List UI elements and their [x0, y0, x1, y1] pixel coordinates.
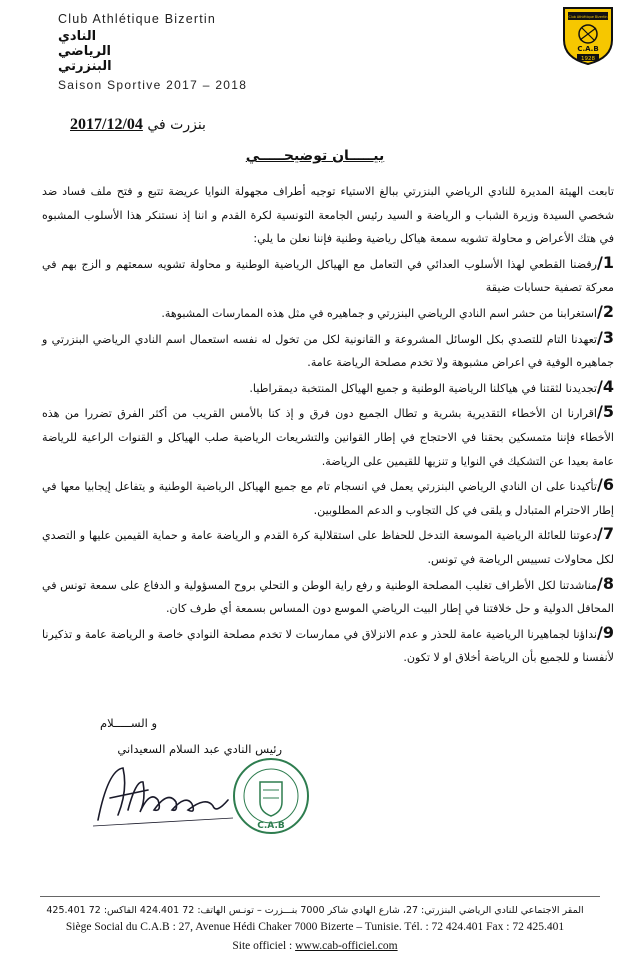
point-text: مناشدتنا لكل الأطراف تغليب المصلحة الوطنية و رفع راية الوطن و التحلي بروح المسؤولية و الدفاع على سمعة تونس في المحافل الدولية و حل خلافتنا في إطار البيت الرياضي الموسع دون المساس بسمعة أي طرف كان.: [42, 578, 614, 616]
date-value: 2017/12/04: [70, 116, 143, 133]
statement-title: بيـــــان توضيحـــــي: [245, 148, 385, 164]
logo-year: 1928: [581, 56, 595, 62]
point-text: نداؤنا لجماهيرنا الرياضية عامة للحذر و عدم الانزلاق في ممارسات لا تخدم مصلحة النوادي خاصة و الرياضة عامة و تذكيرنا لأنفسنا و للجميع بأن الرياضة أخلاق او لا تكون.: [42, 627, 614, 665]
point-4: [42, 375, 614, 401]
point-5: [42, 400, 614, 473]
point-number: 5/: [597, 402, 614, 422]
point-text: تأكيدنا على ان النادي الرياضي البنزرتي يعمل في انسجام تام مع جميع الهياكل الرياضية الوطنية و يتفاعل إيجابيا معها في إطار الاحترام المتبادل و يلقى في كل التجاوب و الدعم المطلوبين.: [42, 480, 614, 517]
official-stamp: [230, 756, 312, 836]
point-number: 3/: [597, 327, 614, 347]
point-number: 6/: [597, 475, 614, 495]
footer-address-fr: Siège Social du C.A.B : 27, Avenue Hédi Chaker 7000 Bizerte – Tunisie. Tél. : 72 424.401 Fax : 72 425.401: [65, 921, 565, 933]
point-text: تعهدنا التام للتصدي بكل الوسائل المشروعة و القانونية لكل من تخول له نفسه استعمال اسم النادي الرياضي البنزرتي و جماهيره الوفية في اعراض مشبوهة ولا تخدم مصلحة الرياضة عامة.: [42, 332, 614, 370]
point-number: 1/: [597, 252, 614, 272]
signer-name: رئيس النادي عبد السلام السعيداني: [117, 742, 282, 756]
point-3: [42, 326, 614, 375]
logo-text-top: Club Athlétique Bizertin: [568, 15, 608, 19]
point-text: دعوتنا للعائلة الرياضية الموسعة التدخل للحفاظ على استقلالية كرة القدم و الرياضة عامة و حماية القيمين عليها و التصدي لكل محاولات تسييس الرياضة في تونس.: [42, 529, 614, 566]
intro-paragraph: تابعت الهيئة المديرة للنادي الرياضي البنزرتي ببالغ الاستياء توجيه أطراف مجهولة النوايا عريضة تتبع و فتح ملف فساد ضد شخصي السيدة وزيرة الشباب و الرياضة و السيد رئيس الجامعة التونسية لكرة القدم و اننا إذ نستنكر هذا الأسلوب المشبوه في هتك الأعراض و محاولة تشويه سمعة هياكل رياضية وطنية فإننا نعلن ما يلي:: [42, 185, 614, 246]
point-text: اقرارنا ان الأخطاء التقديرية بشرية و تطال الجميع دون فرق و إذ كنا بالأمس القريب من أكثر الفرق تضررا من هذه الأخطاء فإننا متمسكين بحقنا في الاحتجاج في إطار القوانين والتشريعات الرياضية صلب الهياكل و القنوات الراعية للرياضة عامة بعيدا عن التشكيك في النوايا و تنزيها للقيمين على الرياضة.: [42, 407, 614, 468]
site-link[interactable]: www.cab-officiel.com: [295, 940, 398, 952]
point-8: [42, 572, 614, 621]
club-name-fr: Club Athlétique Bizertin: [58, 12, 217, 26]
handwritten-signature: [88, 760, 238, 830]
footer-divider: [40, 896, 600, 897]
point-2: [42, 300, 614, 326]
club-logo: [562, 6, 614, 66]
closing-salutation: و الســـــلام: [100, 716, 157, 730]
point-text: استغرابنا من حشر اسم النادي الرياضي البنزرتي و جماهيره في مثل هذه الممارسات المشبوهة.: [161, 306, 598, 320]
club-name-ar: النادي الرياضي البنزرتي: [58, 29, 112, 74]
point-9: [42, 621, 614, 670]
point-number: 9/: [597, 622, 614, 642]
footer-address-ar: المقر الاجتماعي للنادي الرياضي البنزرتي: 27، شارع الهادي شاكر 7000 بنـــزرت – تونـس الهاتف: 72 424.401 الفاكس: 72 425.401: [46, 905, 584, 916]
point-1: [42, 251, 614, 300]
letterhead: [58, 12, 528, 92]
statement-body: [42, 180, 614, 670]
stamp-text: C.A.B: [257, 821, 285, 831]
point-number: 4/: [597, 376, 614, 396]
point-number: 2/: [597, 301, 614, 321]
logo-text-bottom: C.A.B: [577, 45, 599, 53]
date-line: [70, 116, 206, 134]
season-line: Saison Sportive 2017 – 2018: [58, 78, 248, 92]
site-label: Site officiel :: [232, 940, 293, 952]
point-number: 7/: [597, 524, 614, 544]
footer-website: [0, 940, 630, 952]
point-6: [42, 473, 614, 522]
point-7: [42, 522, 614, 571]
point-number: 8/: [597, 573, 614, 593]
point-text: تجديدنا لثقتنا في هياكلنا الرياضية الوطنية و جميع الهياكل المنتخبة ديمقراطيا.: [249, 381, 598, 395]
point-text: رفضنا القطعي لهذا الأسلوب العدائي في التعامل مع الهياكل الرياضية الوطنية و محاولة تشويه سمعتهم و الزج بهم في معركة تصفية حسابات ضيقة: [42, 257, 614, 295]
date-prefix: بنزرت في: [147, 117, 206, 133]
